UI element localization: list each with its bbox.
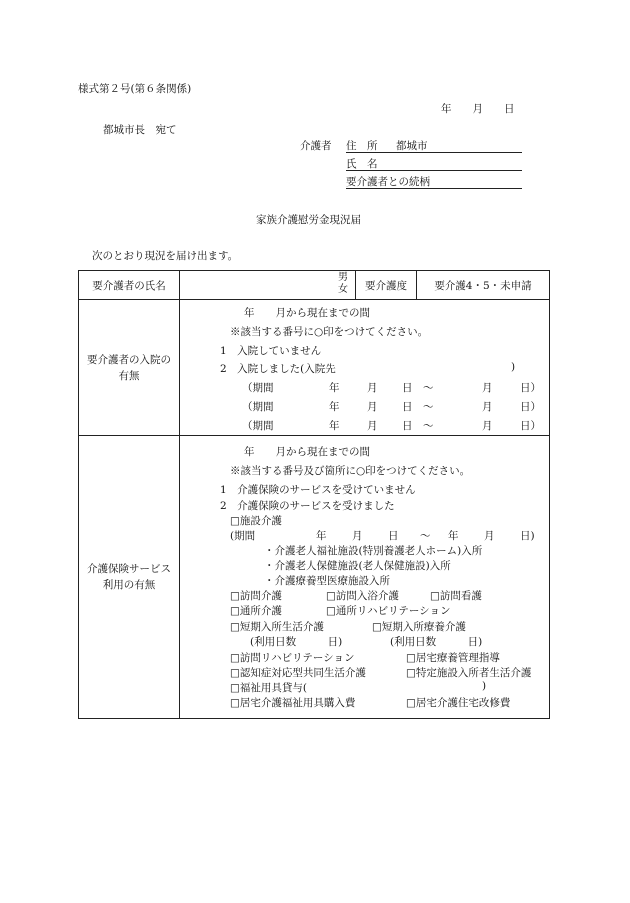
name-row [79,271,550,300]
period-year: 年 [329,401,340,413]
sex-female: 女 [338,284,348,295]
address-value: 都城市 [396,140,428,152]
hospitalization-row [79,300,550,436]
day-care-checkbox[interactable]: □通所介護 [230,605,282,617]
recipient: 都城市長 宛て [103,124,177,136]
relation-label: 要介護者との続柄 [346,176,430,188]
hospitalization-content [180,300,550,436]
period-year: 年 [316,530,327,542]
hosp-period-2 [242,399,541,414]
period-open: （期間 [242,420,274,432]
home-renovation-checkbox[interactable]: □居宅介護住宅改修費 [406,697,511,709]
period-open: （期間 [242,382,274,394]
period-day-2: 日) [520,530,535,542]
period-open: (期間 [230,530,256,542]
period-day: 日 [388,530,399,542]
home-medical-guidance-checkbox[interactable]: □居宅療養管理指導 [406,652,500,664]
specific-facility-checkbox[interactable]: □特定施設入所者生活介護 [406,667,532,679]
facility-period [230,528,535,543]
period-month-2: 月 [482,401,493,413]
period-month-2: 月 [484,530,495,542]
dementia-group-checkbox[interactable]: □認知症対応型共同生活介護 [230,667,366,679]
period-tilde: ～ [423,420,434,432]
caregiver-label: 介護者 [300,140,332,152]
period-day: 日 [402,420,413,432]
form-number: 様式第２号(第６条関係) [78,83,192,95]
period-year-2: 年 [448,530,459,542]
hosp-option-2-close: ) [511,361,516,373]
equipment-rental-close: ) [482,680,487,692]
svc-option-1[interactable]: 1 介護保険のサービスを受けていません [220,484,416,496]
address-underline [346,152,522,153]
svc-since: 年 月から現在までの間 [244,446,370,458]
equipment-rental-checkbox[interactable]: □福祉用具貸与( [230,682,308,694]
period-tilde: ～ [423,382,434,394]
period-month-2: 月 [482,382,493,394]
care-level-label: 要介護度 [365,279,407,292]
service-label: 介護保険サービス利用の有無 [87,563,171,591]
day-rehab-checkbox[interactable]: □通所リハビリテーション [326,605,451,617]
sex-male: 男 [338,272,348,283]
date-line: 年 月 日 [441,103,515,115]
home-bathing-checkbox[interactable]: □訪問入浴介護 [326,590,399,602]
short-stay-care-checkbox[interactable]: □短期入所生活介護 [230,621,324,633]
facility-care-checkbox[interactable]: □施設介護 [230,515,282,527]
care-level-label-cell [356,271,417,300]
period-month: 月 [367,382,378,394]
period-day: 日 [402,382,413,394]
period-day: 日 [402,401,413,413]
svc-instruction: ※該当する番号及び箇所に○印をつけてください。 [230,465,471,477]
facility-type-2: ・介護老人保健施設(老人保健施設)入所 [264,560,451,572]
facility-type-1: ・介護老人福祉施設(特別養護老人ホーム)入所 [264,545,483,557]
period-month: 月 [367,420,378,432]
sex-selector[interactable] [338,272,348,296]
period-month-2: 月 [482,420,493,432]
period-day-2: 日） [520,382,541,394]
usage-days-2: (利用日数 日) [390,636,483,648]
short-stay-medical-checkbox[interactable]: □短期入所療養介護 [372,621,466,633]
period-open: （期間 [242,401,274,413]
care-level-options: 要介護4・5・未申請 [434,279,532,292]
period-day-2: 日） [520,420,541,432]
period-year: 年 [329,420,340,432]
hosp-instruction: ※該当する番号に○印をつけてください。 [230,326,429,338]
name-label-cell [79,271,180,300]
service-row [79,436,550,719]
home-nursing-checkbox[interactable]: □訪問看護 [430,590,482,602]
service-content [180,436,550,719]
svc-option-2[interactable]: 2 介護保険のサービスを受けました [220,500,395,512]
equipment-purchase-checkbox[interactable]: □居宅介護福祉用具購入費 [230,697,356,709]
address-label: 住 所 [346,140,378,152]
intro-text: 次のとおり現況を届け出ます。 [92,250,239,262]
name-value-cell [180,271,356,300]
period-tilde: ～ [423,401,434,413]
hosp-period-1 [242,380,541,395]
usage-days-1: (利用日数 日) [250,636,343,648]
period-month: 月 [367,401,378,413]
period-tilde: ～ [420,530,431,542]
name-label: 氏 名 [346,158,378,170]
hosp-period-3 [242,418,541,433]
hosp-option-2[interactable]: 2 入院しました(入院先 [220,363,336,375]
status-form-table [78,270,550,719]
home-visit-care-checkbox[interactable]: □訪問介護 [230,590,282,602]
hospitalization-label-cell [79,300,180,436]
care-level-value-cell [417,271,550,300]
service-label-cell [79,436,180,719]
care-recipient-name-label: 要介護者の氏名 [92,279,166,292]
relation-underline [346,188,522,189]
period-month: 月 [352,530,363,542]
hosp-option-1[interactable]: 1 入院していません [220,345,322,357]
hospitalization-label: 要介護者の入院の有無 [87,353,171,382]
facility-type-3: ・介護療養型医療施設入所 [264,575,390,587]
name-underline [346,170,522,171]
document-title: 家族介護慰労金現況届 [256,214,361,226]
hosp-since: 年 月から現在までの間 [244,307,370,319]
visit-rehab-checkbox[interactable]: □訪問リハビリテーション [230,652,355,664]
period-day-2: 日） [520,401,541,413]
period-year: 年 [329,382,340,394]
